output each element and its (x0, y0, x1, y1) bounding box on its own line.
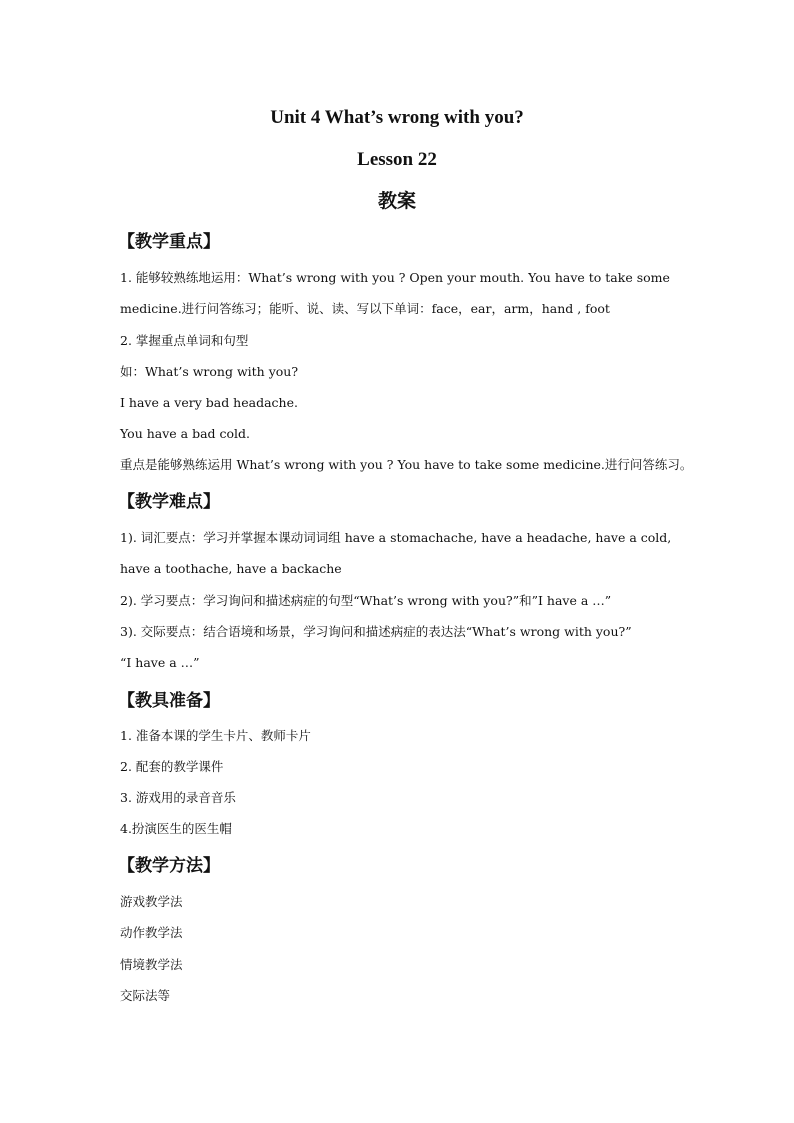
paragraph-line: 2). 学习要点：学习询问和描述病症的句型“What’s wrong with you?”和”I have a …” (120, 593, 612, 608)
paragraph-line: I have a very bad headache. (120, 395, 298, 410)
section-heading-teaching-aids: 【教具准备】 (118, 691, 220, 711)
paragraph-line: medicine.进行问答练习；能听、说、读、写以下单词：face，ear，arm，hand , foot (120, 301, 610, 316)
paragraph-line: have a toothache, have a backache (120, 561, 342, 576)
list-item: 动作教学法 (120, 925, 183, 940)
list-item: 2. 配套的教学课件 (120, 759, 224, 774)
section-heading-key-points: 【教学重点】 (118, 232, 220, 252)
paragraph-line: 2. 掌握重点单词和句型 (120, 333, 249, 348)
paragraph-line: 1. 能够较熟练地运用：What’s wrong with you ? Open your mouth. You have to take some (120, 270, 670, 285)
paragraph-line: You have a bad cold. (120, 426, 251, 441)
list-item: 交际法等 (120, 988, 171, 1003)
paragraph-line: 重点是能够熟练运用 What’s wrong with you ? You have to take some medicine.进行问答练习。 (120, 457, 693, 472)
section-heading-difficulties: 【教学难点】 (118, 492, 220, 512)
list-item: 游戏教学法 (120, 894, 183, 909)
section-heading-teaching-methods: 【教学方法】 (118, 856, 220, 876)
list-item: 情境教学法 (120, 957, 183, 972)
list-item: 3. 游戏用的录音音乐 (120, 790, 236, 805)
list-item: 4.扮演医生的医生帽 (120, 821, 232, 836)
paragraph-line: 1). 词汇要点：学习并掌握本课动词词组 have a stomachache, have a headache, have a cold, (120, 530, 672, 545)
list-item: 1. 准备本课的学生卡片、教师卡片 (120, 728, 311, 743)
paragraph-line: 3). 交际要点：结合语境和场景，学习询问和描述病症的表达法“What’s wrong with you?” (120, 624, 632, 639)
doc-type-title: 教案 (377, 191, 416, 212)
paragraph-line: 如：What’s wrong with you? (120, 364, 299, 379)
lesson-title: Lesson 22 (357, 149, 437, 170)
paragraph-line: “I have a …” (120, 655, 200, 670)
document-title: Unit 4 What’s wrong with you? (270, 107, 524, 128)
